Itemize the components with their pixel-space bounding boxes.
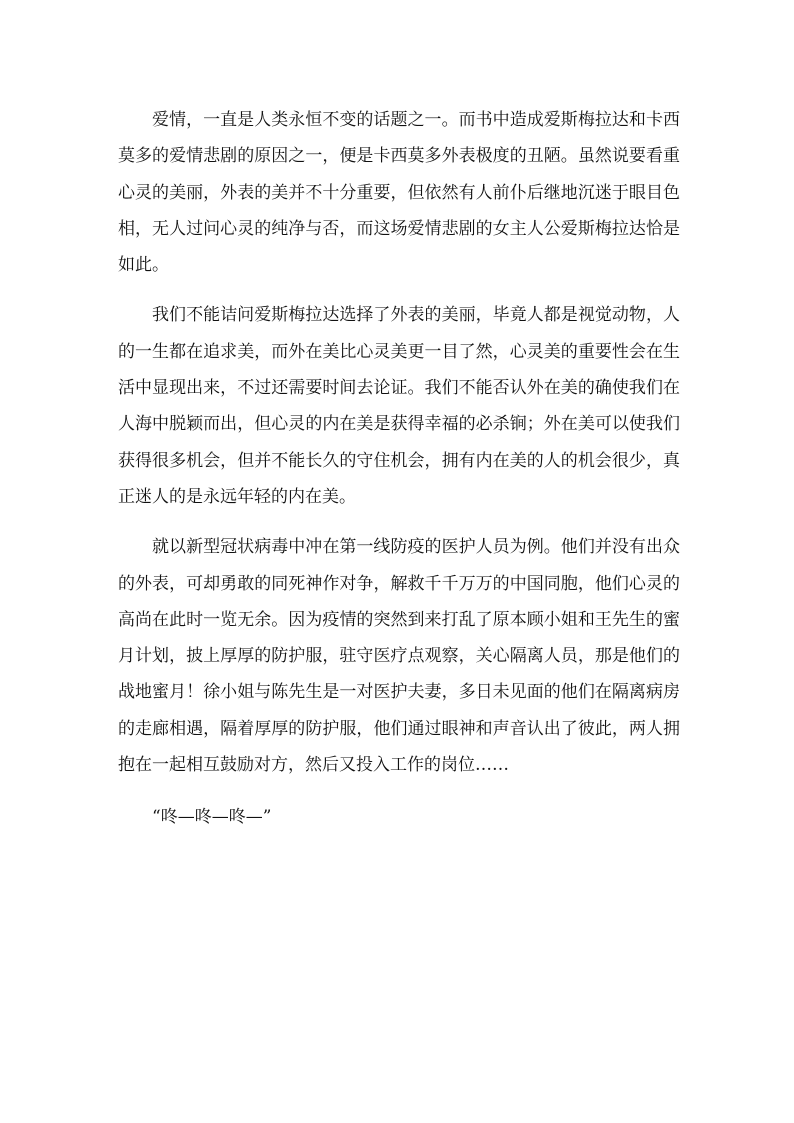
paragraph-1: 爱情，一直是人类永恒不变的话题之一。而书中造成爱斯梅拉达和卡西莫多的爱情悲剧的原因之一，便是卡西莫多外表极度的丑陋。虽然说要看重心灵的美丽，外表的美并不十分重要，但依然有人前仆后继地沉迷于眼目色相，无人过问心灵的纯净与否，而这场爱情悲剧的女主人公爱斯梅拉达恰是如此。: [118, 110, 680, 276]
paragraph-4: “咚—咚—咚—”: [152, 807, 272, 828]
paragraph-3: 就以新型冠状病毒中冲在第一线防疫的医护人员为例。他们并没有出众的外表，可却勇敢的同死神作对争，解救千千万万的中国同胞，他们心灵的高尚在此时一览无余。因为疫情的突然到来打乱了原本顾小姐和王先生的蜜月计划，披上厚厚的防护服，驻守医疗点观察，关心隔离人员，那是他们的战地蜜月！徐小姐与陈先生是一对医护夫妻，多日未见面的他们在隔离病房的走廊相遇，隔着厚厚的防护服，他们通过眼神和声音认出了彼此，两人拥抱在一起相互鼓励对方，然后又投入工作的岗位……: [118, 537, 680, 776]
paragraph-2: 我们不能诘问爱斯梅拉达选择了外表的美丽，毕竟人都是视觉动物，人的一生都在追求美，而外在美比心灵美更一目了然，心灵美的重要性会在生活中显现出来，不过还需要时间去论证。我们不能否认外在美的确使我们在人海中脱颖而出，但心灵的内在美是获得幸福的必杀锏；外在美可以使我们获得很多机会，但并不能长久的守住机会，拥有内在美的人的机会很少，真正迷人的是永远年轻的内在美。: [118, 305, 680, 507]
document-body: [118, 102, 680, 836]
